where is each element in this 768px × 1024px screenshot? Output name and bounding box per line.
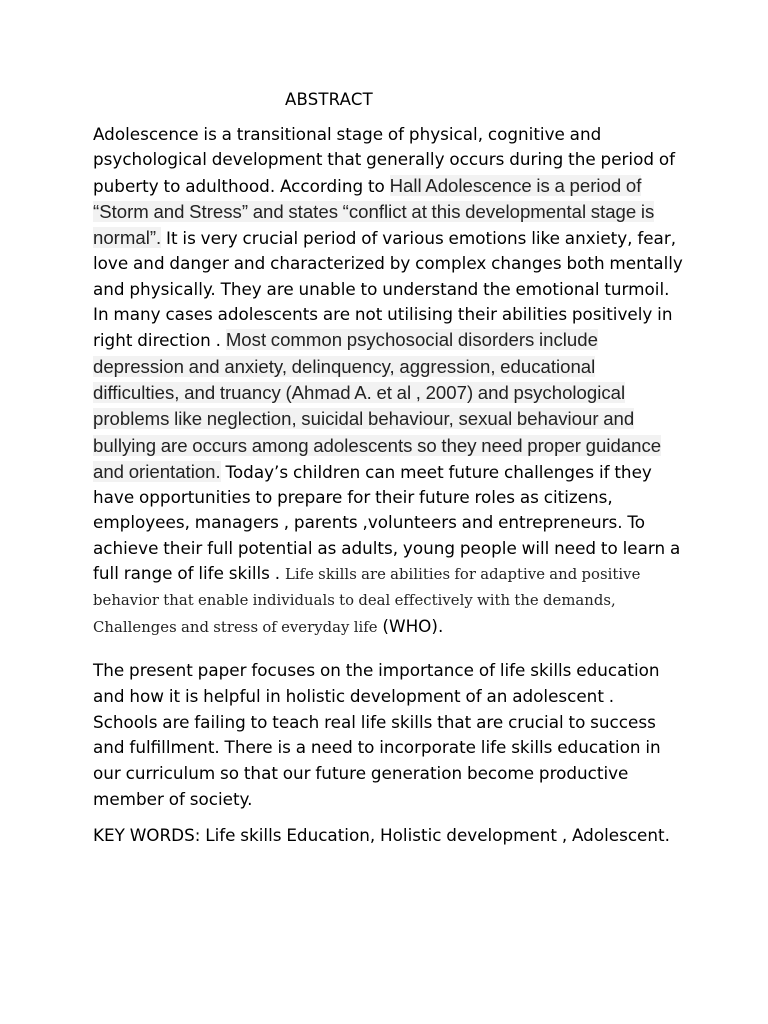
paragraph-text: It is very crucial period of various emotions like anxiety, fear, love and danger and characterized by complex changes both mentally and physically. They are unable to understand the emotional turmoil. In many cases adolescents are not utilising their abilities positively in right direction .	[93, 228, 683, 351]
paragraph-text: (WHO).	[377, 615, 444, 636]
highlighted-quote-hall: Hall Adolescence is a period of “Storm and Stress” and states “conflict at this developmental stage is normal”.	[93, 174, 655, 249]
who-definition-quote: Life skills are abilities for adaptive and positive behavior that enable individuals to deal effectively with the demands, Challenges and stress of everyday life	[93, 566, 641, 636]
abstract-paragraph-2: The present paper focuses on the importance of life skills education and how it is helpful in holistic development of an adolescent . Schools are failing to teach real life skills that are crucial to success and fulfillment. There is a need to incorporate life skills education in our curriculum so that our future generation become productive member of society.	[93, 660, 661, 809]
abstract-paragraph-1	[93, 122, 683, 640]
highlighted-quote-psychosocial: Most common psychosocial disorders include depression and anxiety, delinquency, aggression, educational difficulties, and truancy (Ahmad A. et al , 2007) and psychological problems like neglection, suicidal behaviour, sexual behaviour and bullying are occurs among adolescents so they need proper guidance and orientation.	[93, 329, 662, 482]
abstract-heading: ABSTRACT	[285, 90, 373, 109]
keywords-line: KEY WORDS: Life skills Education, Holistic development , Adolescent.	[93, 825, 670, 845]
paragraph-text: Adolescence is a transitional stage of physical, cognitive and psychological development that generally occurs during the period of puberty to adulthood. According to	[93, 124, 676, 196]
paragraph-text: Today’s children can meet future challenges if they have opportunities to prepare for their future roles as citizens, employees, managers , parents ,volunteers and entrepreneurs. To achieve their full potential as adults, young people will need to learn a full range of life skills .	[93, 461, 681, 584]
